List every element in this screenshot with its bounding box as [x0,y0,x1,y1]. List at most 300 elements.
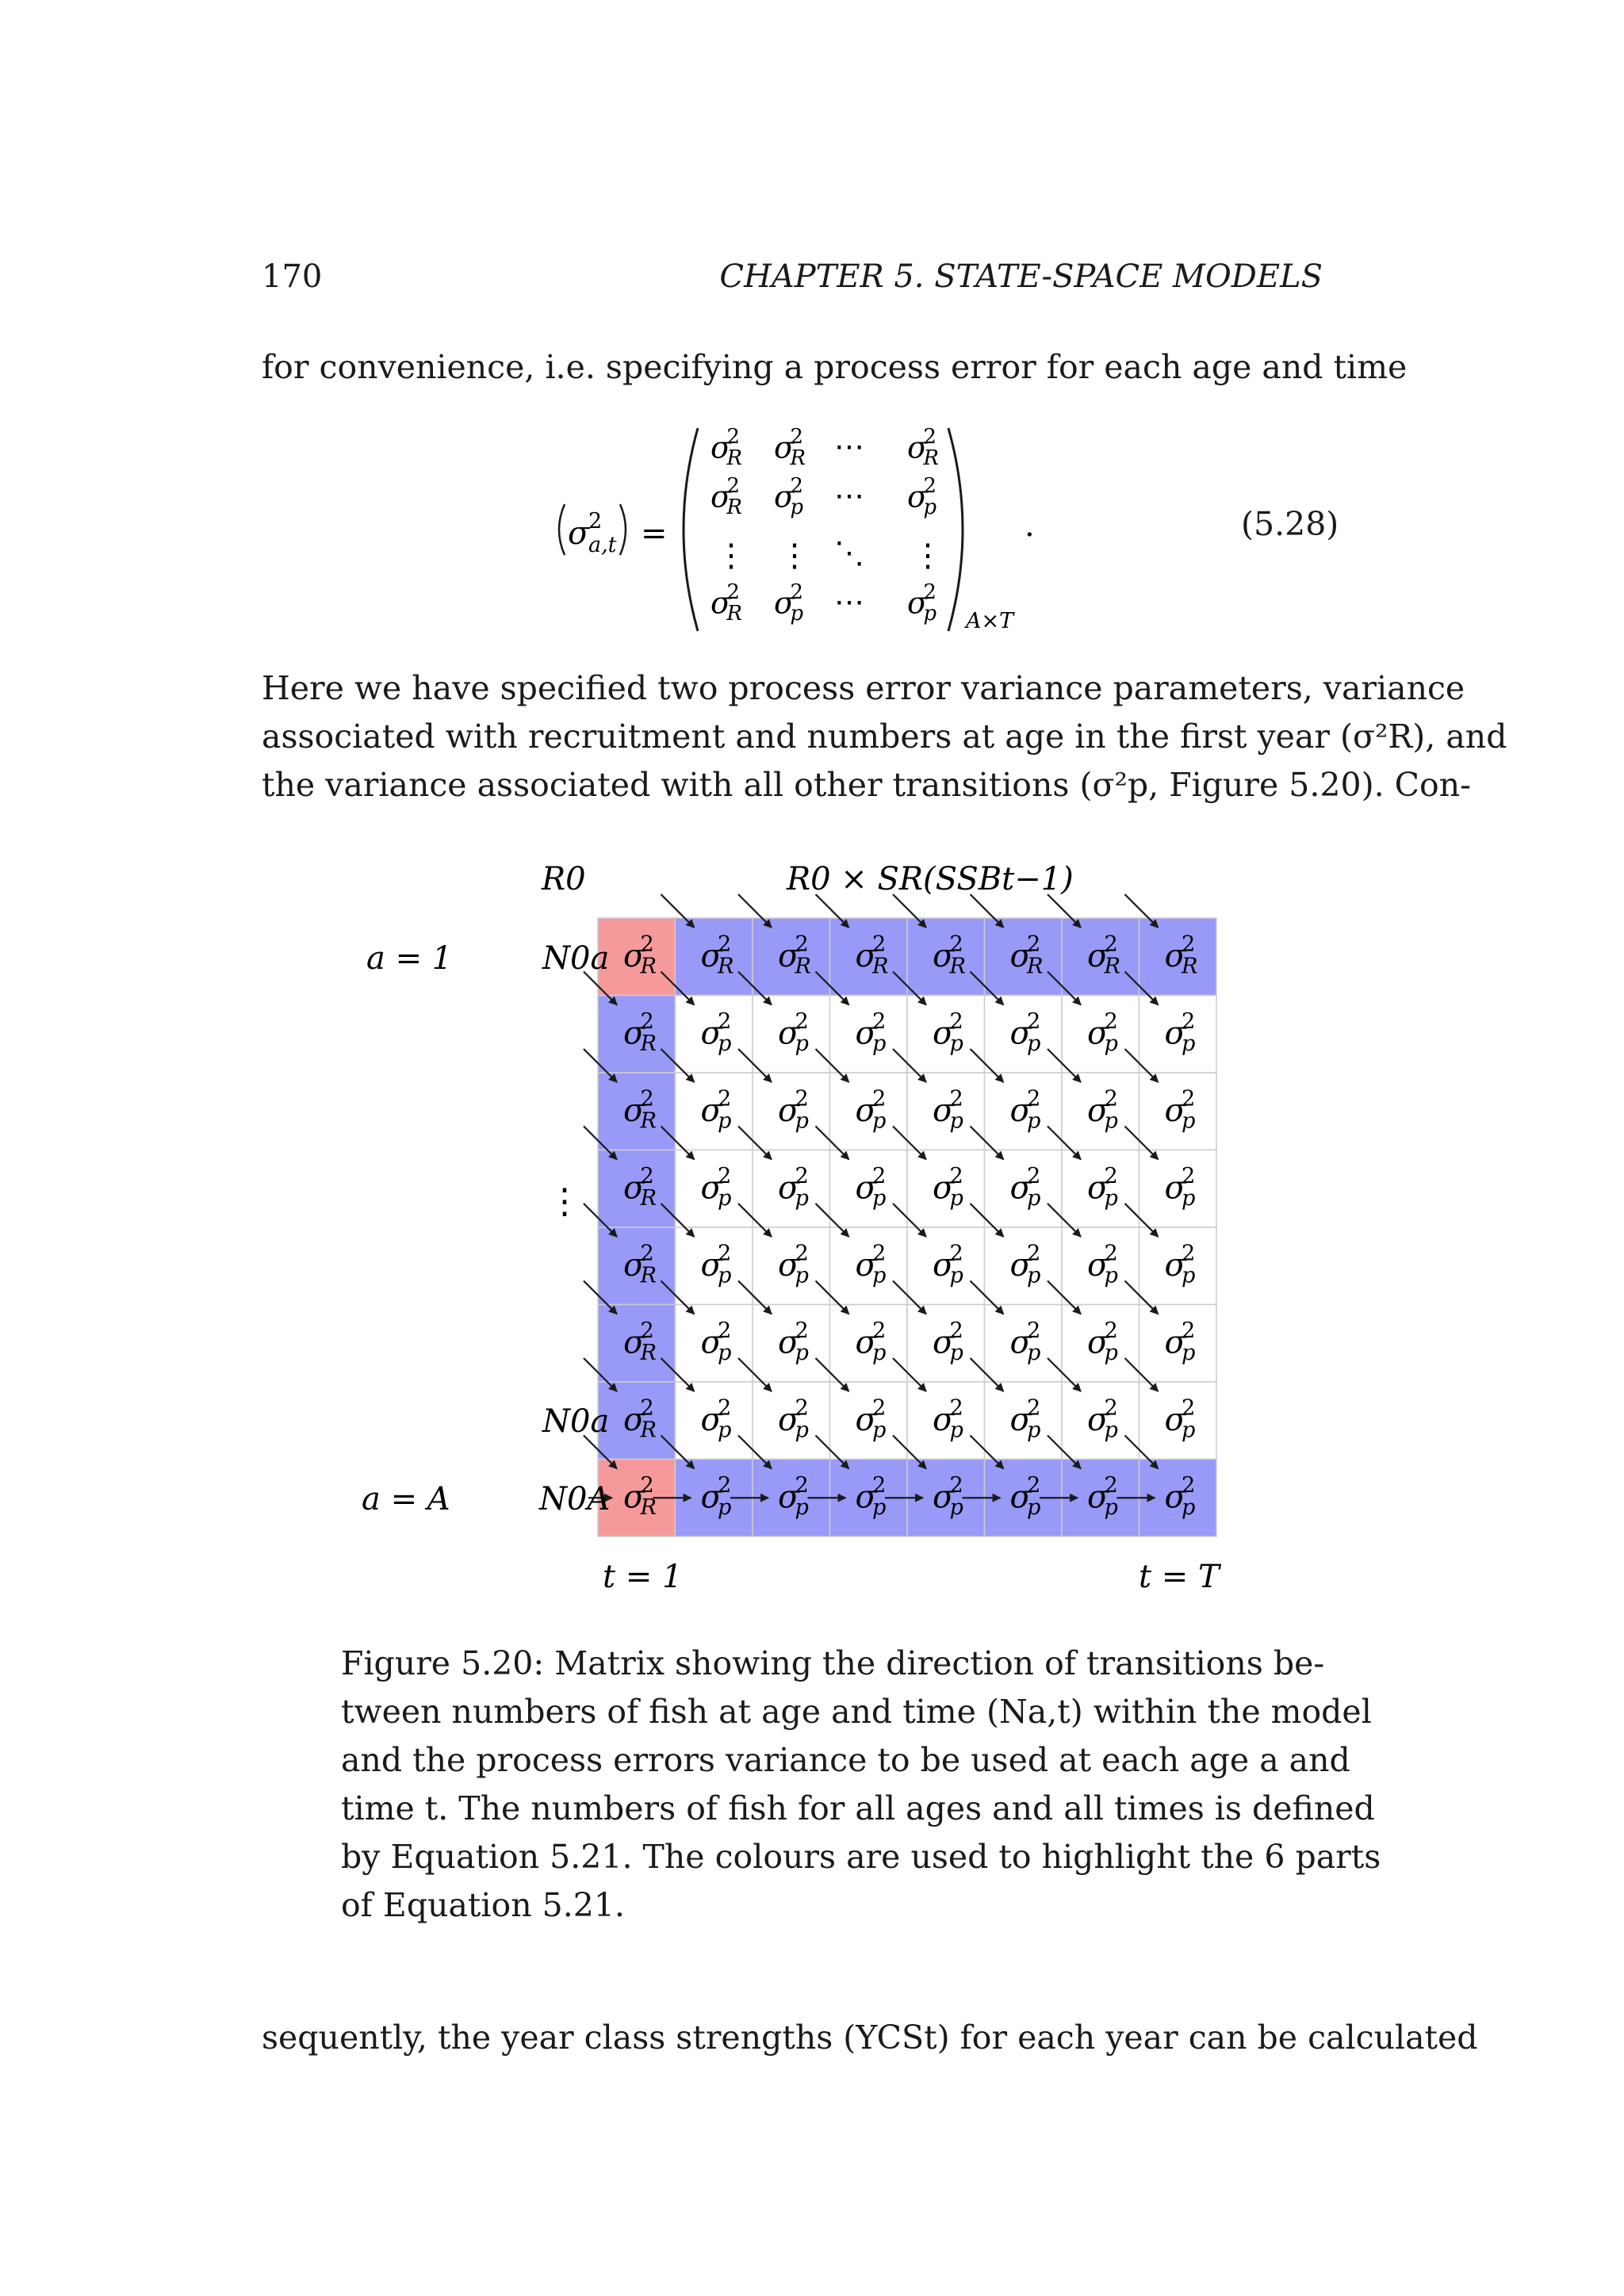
figure-caption [341,1640,1381,1930]
subscript: p [795,1341,809,1366]
sigma-squared-r [774,425,806,470]
sigma-glyph: σ [622,1169,645,1207]
sigma-glyph: σ [700,937,722,974]
subscript: p [1182,1495,1196,1521]
sigma-squared-p [933,1242,963,1288]
superscript-2: 2 [795,1473,809,1498]
sigma-squared-r [623,932,657,979]
superscript-2: 2 [640,1473,654,1498]
subscript: p [718,1418,732,1443]
superscript-2: 2 [872,1241,887,1266]
sigma-glyph: σ [774,430,795,465]
superscript-2: 2 [718,1009,732,1035]
sigma-squared-p [855,1473,886,1520]
subscript: R [923,446,940,470]
superscript-2: 2 [640,1009,654,1035]
sigma-squared-p [1009,1164,1040,1211]
label-a-equals-A: a = A [362,1481,450,1517]
sigma-squared-p [1009,1473,1040,1520]
sigma-glyph: σ [1009,1015,1032,1052]
superscript-2: 2 [949,1473,963,1498]
superscript-2: 2 [1104,1164,1118,1189]
caption-line-2: tween numbers of fish at age and time (Na,t) within the model [341,1693,1372,1731]
superscript-2: 2 [872,1473,887,1498]
sigma-glyph: σ [622,1092,645,1129]
sigma-squared-p [855,1396,886,1443]
vertical-dots: ⋮ [715,538,747,574]
subscript: p [1182,1108,1196,1134]
label-vertical-ellipsis: ⋮ [547,1181,582,1222]
sigma-squared-r [623,1009,657,1056]
sigma-squared-p [1164,1396,1195,1443]
subscript: p [949,1263,963,1288]
sigma-squared-p [1087,1473,1118,1520]
sigma-squared-p [1164,1473,1195,1520]
sigma-squared-p [778,1242,809,1288]
subscript: R [726,601,743,626]
horizontal-dots: ⋯ [834,478,864,513]
superscript-2: 2 [726,474,740,499]
sigma-glyph: σ [1086,1401,1109,1438]
sigma-glyph: σ [774,585,795,621]
superscript-2: 2 [718,1241,732,1266]
superscript-2: 2 [726,425,740,450]
lhs-sigma: σ [568,515,590,552]
superscript-2: 2 [795,1395,809,1421]
sigma-squared-p [1009,1242,1040,1288]
sigma-squared-p [778,1396,809,1443]
sigma-glyph: σ [932,1015,955,1052]
sigma-glyph: σ [622,1246,645,1284]
superscript-2: 2 [1104,1473,1118,1498]
subscript: p [1182,1186,1196,1211]
superscript-2: 2 [923,425,936,450]
sigma-glyph: σ [1086,937,1109,974]
sigma-squared-p [1164,1242,1195,1288]
superscript-2: 2 [795,1241,809,1266]
superscript-2: 2 [1027,932,1041,957]
sigma-squared-p [1009,1396,1040,1443]
superscript-2: 2 [949,1164,963,1189]
sigma-squared-p [778,1318,809,1365]
caption-line-4: time t. The numbers of fish for all ages and all times is defined [341,1789,1375,1827]
sigma-glyph: σ [1009,1479,1032,1516]
superscript-2: 2 [790,474,803,499]
sigma-squared-p [1009,1087,1040,1134]
caption-line-3: and the process errors variance to be used at each age a and [341,1741,1350,1779]
sigma-glyph: σ [710,479,731,515]
superscript-2: 2 [1182,1318,1196,1344]
figure-5-20 [0,840,1624,1601]
svg-text:=: = [641,515,668,552]
sigma-squared-p [700,1009,731,1056]
superscript-2: 2 [640,932,654,957]
label-n0A-bottom: N0A [539,1481,611,1517]
superscript-2: 2 [1104,1395,1118,1421]
superscript-2: 2 [872,1395,887,1421]
subscript: p [718,1186,732,1211]
subscript: p [949,1341,963,1366]
sigma-glyph: σ [622,937,645,974]
subscript: p [1027,1108,1041,1134]
superscript-2: 2 [1027,1395,1041,1421]
subscript: p [718,1031,732,1057]
subscript: p [795,1418,809,1443]
sigma-glyph: σ [1009,1169,1032,1207]
sigma-glyph: σ [700,1015,722,1052]
matrix-grid [598,918,1216,1536]
sigma-glyph: σ [700,1324,722,1361]
superscript-2: 2 [949,932,963,957]
subscript: p [949,1418,963,1443]
subscript: p [872,1495,887,1521]
subscript: p [1182,1263,1196,1288]
subscript: p [872,1031,887,1057]
subscript: p [1104,1108,1118,1134]
sigma-glyph: σ [777,937,800,974]
sigma-squared-p [907,474,936,519]
subscript: p [795,1186,809,1211]
sigma-squared-r [907,425,939,470]
sigma-glyph: σ [622,1401,645,1438]
vertical-dots: ⋮ [912,538,944,574]
sigma-glyph: σ [932,1479,955,1516]
superscript-2: 2 [1182,1473,1196,1498]
sigma-squared-r [623,1164,657,1211]
sigma-squared-p [700,1396,731,1443]
sigma-glyph: σ [1164,1479,1186,1516]
sigma-squared-p [774,474,803,519]
sigma-glyph: σ [1009,1092,1032,1129]
superscript-2: 2 [718,1086,732,1112]
subscript: p [795,1263,809,1288]
superscript-2: 2 [795,1164,809,1189]
subscript: R [640,954,657,979]
label-t-equals-T: t = T [1139,1559,1220,1595]
superscript-2: 2 [640,1318,654,1344]
sigma-squared-p [933,1318,963,1365]
equation-number: (5.28) [1241,505,1339,543]
superscript-2: 2 [1104,1318,1118,1344]
sigma-glyph: σ [855,1324,877,1361]
intro-line: for convenience, i.e. specifying a process error for each age and time [262,348,1408,386]
sigma-glyph: σ [855,1015,877,1052]
superscript-2: 2 [1027,1473,1041,1498]
superscript-2: 2 [718,1164,732,1189]
sigma-glyph: σ [1164,937,1186,974]
sigma-glyph: σ [700,1246,722,1284]
superscript-2: 2 [640,1395,654,1421]
superscript-2: 2 [790,580,803,605]
superscript-2: 2 [949,1395,963,1421]
subscript: p [923,601,937,626]
sigma-squared-p [774,580,803,626]
subscript: p [1104,1031,1118,1057]
superscript-2: 2 [1027,1009,1041,1035]
subscript: p [1182,1031,1196,1057]
sigma-glyph: σ [855,1479,877,1516]
matrix-left-paren [684,428,698,631]
subscript: p [949,1031,963,1057]
sigma-squared-p [778,1164,809,1211]
sigma-glyph: σ [700,1092,722,1129]
body-paragraph [262,664,1507,809]
horizontal-dots: ⋯ [834,584,864,619]
superscript-2: 2 [790,425,803,450]
sigma-squared-p [855,1242,886,1288]
sigma-glyph: σ [1164,1324,1186,1361]
subscript: p [949,1495,963,1521]
matrix-right-paren [948,428,963,631]
superscript-2: 2 [1182,1009,1196,1035]
sigma-squared-p [907,580,936,626]
subscript: p [872,1341,887,1366]
sigma-squared-r [623,1318,657,1365]
superscript-2: 2 [1182,1164,1196,1189]
subscript: R [949,954,967,979]
sigma-glyph: σ [777,1246,800,1284]
sigma-squared-r [1164,932,1197,979]
sigma-glyph: σ [1086,1479,1109,1516]
subscript: p [718,1108,732,1134]
sigma-glyph: σ [622,1015,645,1052]
sigma-squared-p [933,1164,963,1211]
paragraph-line-3: the variance associated with all other transitions (σ²p, Figure 5.20). Con- [262,766,1471,804]
sigma-squared-p [855,1164,886,1211]
superscript-2: 2 [949,1009,963,1035]
closing-line: sequently, the year class strengths (YCSt) for each year can be calculated [262,2019,1478,2057]
subscript: p [1027,1186,1041,1211]
sigma-squared-r [623,1396,657,1443]
superscript-2: 2 [1027,1241,1041,1266]
superscript-2: 2 [795,1086,809,1112]
subscript: R [795,954,812,979]
sigma-squared-r [855,932,888,979]
superscript-2: 2 [1027,1086,1041,1112]
diagonal-dots: ⋱ [834,535,864,570]
subscript: R [790,446,806,470]
subscript: R [640,1186,657,1211]
subscript: R [1027,954,1044,979]
sigma-squared-p [1164,1009,1195,1056]
superscript-2: 2 [1104,1241,1118,1266]
superscript-2: 2 [718,1395,732,1421]
sigma-squared-r [710,425,742,470]
label-n0a-penultimate: N0a [542,1403,610,1440]
subscript: p [923,495,937,519]
sigma-squared-p [1164,1164,1195,1211]
sigma-squared-p [855,1318,886,1365]
subscript: p [1104,1186,1118,1211]
superscript-2: 2 [1182,1086,1196,1112]
paragraph-line-1: Here we have specified two process error variance parameters, variance [262,669,1465,707]
sigma-squared-p [1009,1009,1040,1056]
subscript: R [640,1341,657,1366]
sigma-glyph: σ [774,479,795,515]
sigma-squared-r [778,932,811,979]
sigma-glyph: σ [622,1479,645,1516]
sigma-squared-p [933,1396,963,1443]
horizontal-dots: ⋯ [834,429,864,464]
sigma-glyph: σ [855,1092,877,1129]
superscript-2: 2 [640,1164,654,1189]
superscript-2: 2 [872,1318,887,1344]
sigma-squared-p [1087,1396,1118,1443]
sigma-squared-p [700,1473,731,1520]
subscript: p [1027,1495,1041,1521]
subscript: R [640,1031,657,1057]
subscript: p [718,1495,732,1521]
superscript-2: 2 [640,1241,654,1266]
subscript: p [1104,1263,1118,1288]
subscript: p [1104,1341,1118,1366]
sigma-squared-p [1164,1318,1195,1365]
sigma-squared-p [933,1473,963,1520]
sigma-glyph: σ [777,1015,800,1052]
sigma-squared-p [700,1087,731,1134]
superscript-2: 2 [1027,1164,1041,1189]
equation-5-28 [0,412,1624,650]
sigma-glyph: σ [932,1092,955,1129]
superscript-2: 2 [923,580,936,605]
paragraph-line-2: associated with recruitment and numbers at age in the first year (σ²R), and [262,718,1507,756]
sigma-squared-p [1087,1164,1118,1211]
closing-paragraph [262,2014,1478,2062]
sigma-glyph: σ [1009,937,1032,974]
sigma-squared-r [1087,932,1120,979]
sigma-squared-p [1087,1318,1118,1365]
sigma-glyph: σ [907,430,928,465]
sigma-glyph: σ [907,479,928,515]
subscript: R [718,954,734,979]
sigma-glyph: σ [700,1479,722,1516]
subscript: p [718,1341,732,1366]
sigma-glyph: σ [1009,1324,1032,1361]
sigma-squared-r [623,1473,657,1520]
sigma-squared-r [710,474,742,519]
sigma-glyph: σ [777,1169,800,1207]
sigma-glyph: σ [1086,1015,1109,1052]
sigma-glyph: σ [1009,1246,1032,1284]
sigma-glyph: σ [855,1401,877,1438]
sigma-squared-r [623,1087,657,1134]
superscript-2: 2 [1182,1395,1196,1421]
sigma-glyph: σ [777,1401,800,1438]
subscript: p [872,1418,887,1443]
sigma-squared-p [933,1087,963,1134]
superscript-2: 2 [1104,1009,1118,1035]
label-n0a-top: N0a [542,940,610,977]
subscript: p [872,1186,887,1211]
superscript-2: 2 [872,1009,887,1035]
subscript: p [795,1031,809,1057]
caption-line-1: Figure 5.20: Matrix showing the direction of transitions be- [341,1644,1325,1682]
sigma-glyph: σ [700,1401,722,1438]
subscript: R [640,1495,657,1521]
sigma-glyph: σ [1164,1092,1186,1129]
sigma-squared-r [710,580,742,626]
sigma-squared-p [1087,1087,1118,1134]
subscript: R [872,954,889,979]
sigma-glyph: σ [855,937,877,974]
sigma-squared-p [778,1009,809,1056]
subscript: R [1182,954,1198,979]
sigma-squared-r [700,932,733,979]
superscript-2: 2 [872,932,887,957]
matrix-entries [710,425,944,626]
sigma-squared-r [1009,932,1043,979]
subscript: R [726,446,743,470]
sigma-squared-r [623,1242,657,1288]
sigma-glyph: σ [700,1169,722,1207]
sigma-squared-p [700,1318,731,1365]
superscript-2: 2 [726,580,740,605]
sigma-squared-r [933,932,966,979]
superscript-2: 2 [872,1086,887,1112]
subscript: p [949,1186,963,1211]
sigma-glyph: σ [1164,1015,1186,1052]
sigma-glyph: σ [1086,1092,1109,1129]
subscript: p [795,1108,809,1134]
subscript: p [1104,1418,1118,1443]
vertical-dots: ⋮ [779,538,810,574]
superscript-2: 2 [718,932,732,957]
sigma-glyph: σ [855,1246,877,1284]
equation-lhs [559,504,668,557]
subscript: p [790,495,804,519]
superscript-2: 2 [1182,932,1196,957]
sigma-glyph: σ [1086,1246,1109,1284]
sigma-glyph: σ [710,430,731,465]
sigma-glyph: σ [932,1324,955,1361]
sigma-glyph: σ [855,1169,877,1207]
superscript-2: 2 [1104,932,1118,957]
subscript: p [790,601,804,626]
svg-text:2: 2 [588,509,603,534]
subscript: p [718,1263,732,1288]
intro-paragraph [262,343,1408,392]
sigma-squared-p [855,1009,886,1056]
sigma-glyph: σ [1086,1169,1109,1207]
subscript: R [1104,954,1121,979]
subscript: p [1104,1495,1118,1521]
superscript-2: 2 [718,1318,732,1344]
caption-line-6: of Equation 5.21. [341,1886,625,1924]
sigma-glyph: σ [1009,1401,1032,1438]
sigma-squared-p [778,1473,809,1520]
superscript-2: 2 [1182,1241,1196,1266]
sigma-squared-p [933,1009,963,1056]
sigma-squared-p [700,1242,731,1288]
subscript: R [640,1108,657,1134]
subscript: p [1182,1341,1196,1366]
label-t-equals-1: t = 1 [603,1559,683,1595]
sigma-squared-p [700,1164,731,1211]
sigma-glyph: σ [777,1479,800,1516]
superscript-2: 2 [795,932,809,957]
sigma-squared-p [1087,1242,1118,1288]
superscript-2: 2 [872,1164,887,1189]
lhs-subscript: a,t [588,533,617,557]
sigma-glyph: σ [932,937,955,974]
sigma-glyph: σ [1164,1169,1186,1207]
label-recruitment-function: R0 × SR(SSBt−1) [787,861,1074,897]
sigma-squared-p [855,1087,886,1134]
sigma-glyph: σ [1086,1324,1109,1361]
subscript: R [640,1418,657,1443]
superscript-2: 2 [1027,1318,1041,1344]
subscript: p [872,1108,887,1134]
